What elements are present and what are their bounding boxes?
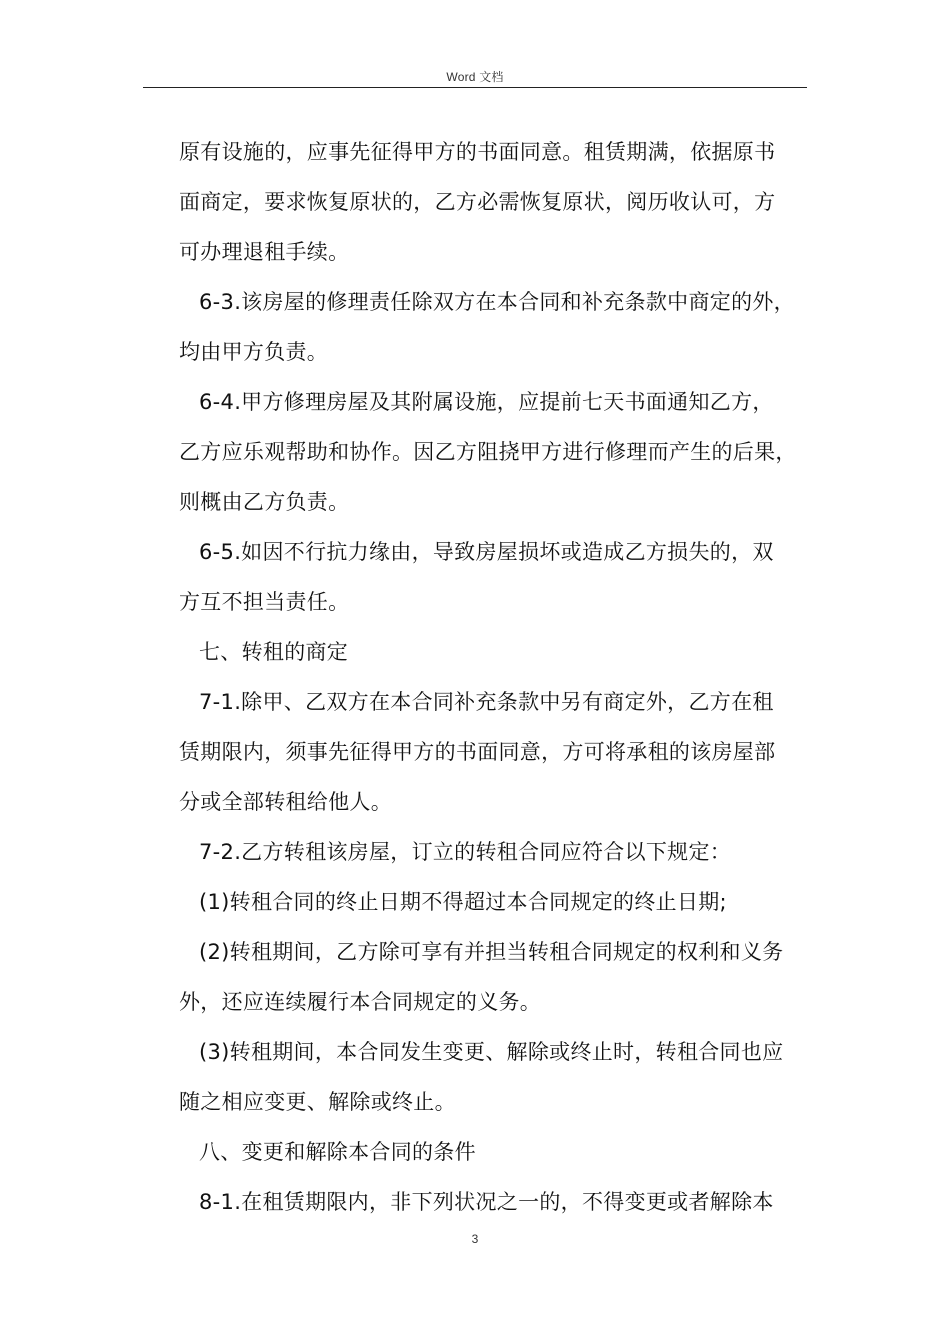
text-line: 7-1.除甲、乙双方在本合同补充条款中另有商定外，乙方在租 — [199, 690, 774, 714]
text-line: (2)转租期间，乙方除可享有并担当转租合同规定的权利和义务 — [199, 940, 784, 964]
page-header-label: Word 文档 — [446, 70, 504, 84]
text-line: 面商定，要求恢复原状的，乙方必需恢复原状，阅历收认可，方 — [179, 190, 776, 214]
text-line: 6-4.甲方修理房屋及其附属设施，应提前七天书面通知乙方， — [199, 390, 774, 414]
text-line: 6-3.该房屋的修理责任除双方在本合同和补充条款中商定的外， — [199, 290, 795, 314]
text-line: 赁期限内，须事先征得甲方的书面同意，方可将承租的该房屋部 — [179, 740, 776, 764]
text-line: 7-2.乙方转租该房屋，订立的转租合同应符合以下规定： — [199, 840, 732, 864]
text-line: 8-1.在租赁期限内，非下列状况之一的，不得变更或者解除本 — [199, 1190, 774, 1214]
text-line: 分或全部转租给他人。 — [179, 790, 392, 814]
text-line: 乙方应乐观帮助和协作。因乙方阻挠甲方进行修理而产生的后果， — [179, 440, 797, 464]
page-number: 3 — [471, 1232, 479, 1246]
document-body — [179, 130, 809, 1230]
text-line: (1)转租合同的终止日期不得超过本合同规定的终止日期; — [199, 890, 727, 914]
header-divider — [143, 87, 807, 88]
section-heading: 八、变更和解除本合同的条件 — [199, 1140, 476, 1164]
text-line: 原有设施的，应事先征得甲方的书面同意。租赁期满，依据原书 — [179, 140, 776, 164]
section-heading: 七、转租的商定 — [199, 640, 349, 664]
text-line: (3)转租期间，本合同发生变更、解除或终止时，转租合同也应 — [199, 1040, 784, 1064]
text-line: 则概由乙方负责。 — [179, 490, 350, 514]
text-line: 6-5.如因不行抗力缘由，导致房屋损坏或造成乙方损失的，双 — [199, 540, 774, 564]
text-line: 均由甲方负责。 — [179, 340, 329, 364]
text-line: 随之相应变更、解除或终止。 — [179, 1090, 456, 1114]
text-line: 方互不担当责任。 — [179, 590, 350, 614]
text-line: 外，还应连续履行本合同规定的义务。 — [179, 990, 542, 1014]
text-line: 可办理退租手续。 — [179, 240, 350, 264]
